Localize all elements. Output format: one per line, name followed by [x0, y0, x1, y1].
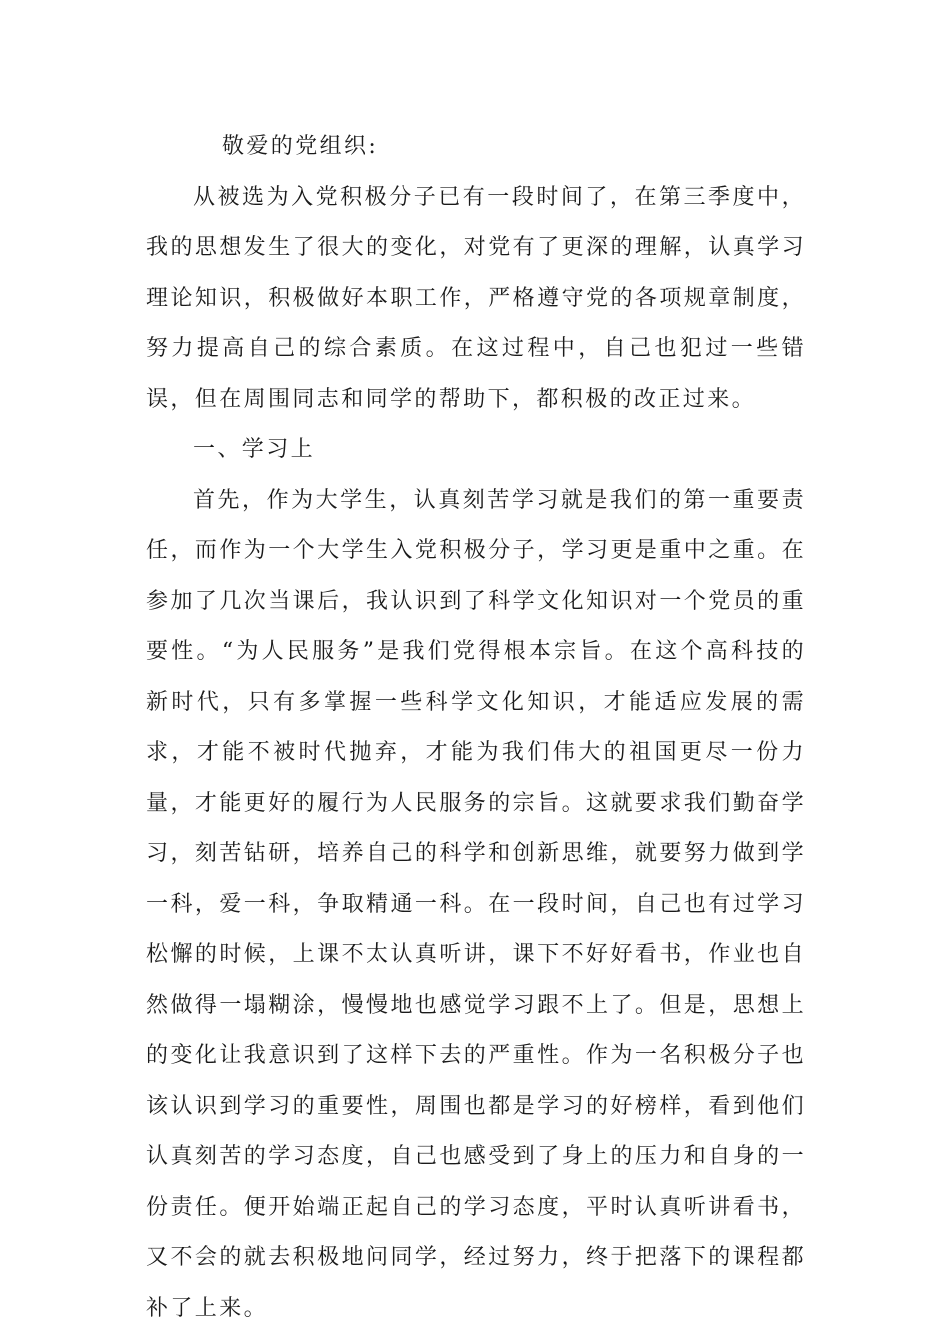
- salutation: 敬爱的党组织:: [222, 134, 379, 159]
- paragraph-study: 首先，作为大学生，认真刻苦学习就是我们的第一重要责任，而作为一个大学生入党积极分子，学习更是重中之重。在参加了几次当课后，我认识到了科学文化知识对一个党员的重要性。“为人民服务”是我们党得根本宗旨。在这个高科技的新时代，只有多掌握一些科学文化知识，才能适应发展的需求，才能不被时代抛弃，才能为我们伟大的祖国更尽一份力量，才能更好的履行为人民服务的宗旨。这就要求我们勤奋学习，刻苦钻研，培养自己的科学和创新思维，就要努力做到学一科，爱一科，争取精通一科。在一段时间，自己也有过学习松懈的时候，上课不太认真听讲，课下不好好看书，作业也自然做得一塌糊涂，慢慢地也感觉学习跟不上了。但是，思想上的变化让我意识到了这样下去的严重性。作为一名积极分子也该认识到学习的重要性，周围也都是学习的好榜样，看到他们认真刻苦的学习态度，自己也感受到了身上的压力和自身的一份责任。便开始端正起自己的学习态度，平时认真听讲看书，又不会的就去积极地问同学，经过努力，终于把落下的课程都补了上来。: [146, 487, 806, 1321]
- document-body: [146, 122, 806, 1334]
- paragraph-intro: 从被选为入党积极分子已有一段时间了，在第三季度中，我的思想发生了很大的变化，对党有了更深的理解，认真学习理论知识，积极做好本职工作，严格遵守党的各项规章制度，努力提高自己的综合素质。在这过程中，自己也犯过一些错误，但在周围同志和同学的帮助下，都积极的改正过来。: [146, 184, 806, 412]
- section-heading: 一、学习上: [193, 437, 316, 462]
